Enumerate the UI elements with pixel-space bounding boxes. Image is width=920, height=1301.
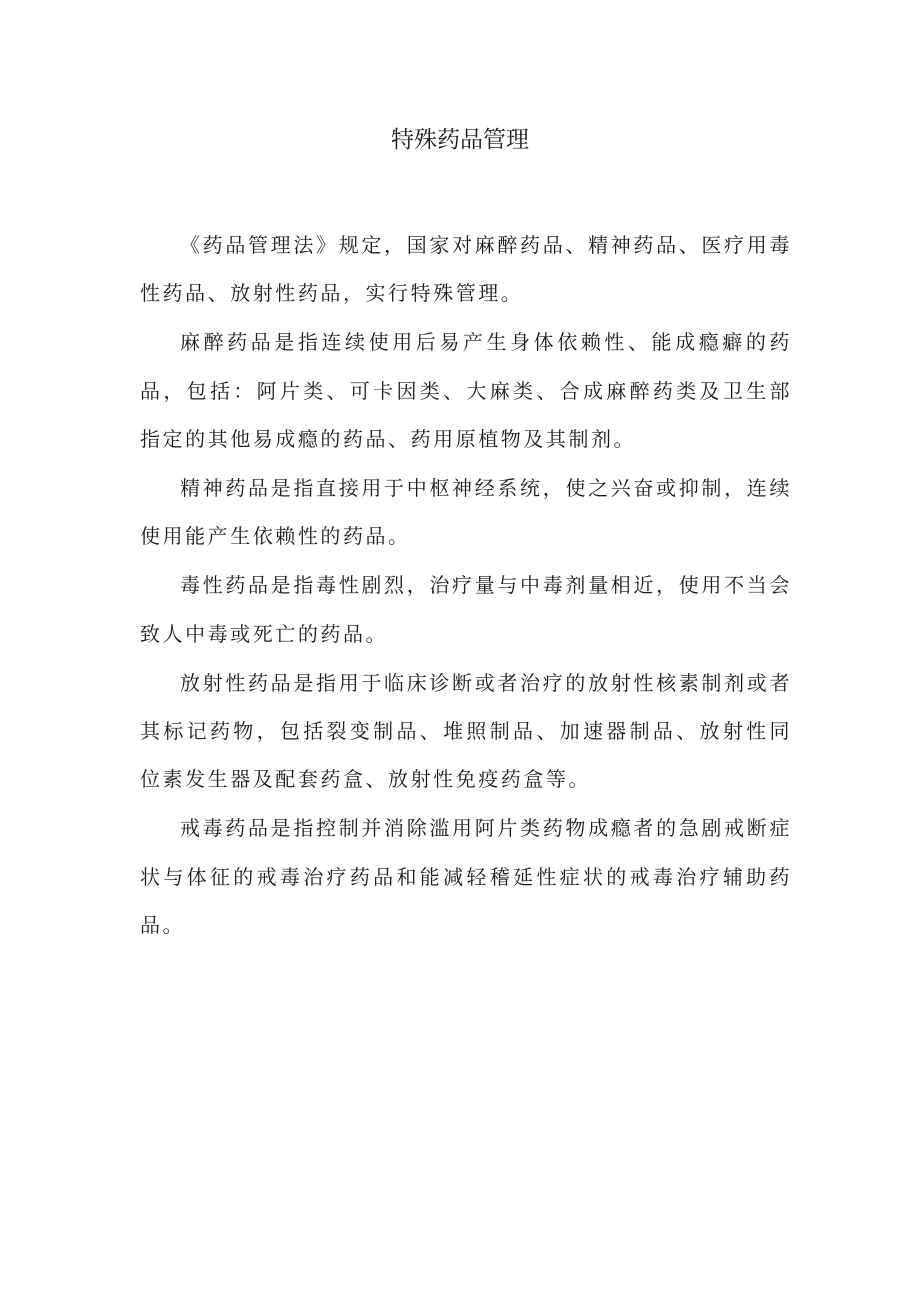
paragraph-radioactive-drugs: 放射性药品是指用于临床诊断或者治疗的放射性核素制剂或者其标记药物，包括裂变制品、堆照制品、加速器制品、放射性同位素发生器及配套药盒、放射性免疫药盒等。	[140, 670, 792, 792]
document-title: 特殊药品管理	[391, 127, 529, 153]
paragraph-toxic-drugs: 毒性药品是指毒性剧烈，治疗量与中毒剂量相近，使用不当会致人中毒或死亡的药品。	[140, 573, 792, 646]
paragraph-drug-law: 《药品管理法》规定，国家对麻醉药品、精神药品、医疗用毒性药品、放射性药品，实行特殊管理。	[140, 233, 792, 306]
paragraph-detox-drugs: 戒毒药品是指控制并消除滥用阿片类药物成瘾者的急剧戒断症状与体征的戒毒治疗药品和能减轻稽延性症状的戒毒治疗辅助药品。	[140, 816, 792, 937]
document-body	[140, 221, 792, 950]
paragraph-psychotropic-drugs: 精神药品是指直接用于中枢神经系统，使之兴奋或抑制，连续使用能产生依赖性的药品。	[140, 476, 792, 549]
paragraph-narcotic-drugs: 麻醉药品是指连续使用后易产生身体依赖性、能成瘾癖的药品，包括：阿片类、可卡因类、大麻类、合成麻醉药类及卫生部指定的其他易成瘾的药品、药用原植物及其制剂。	[140, 330, 792, 451]
